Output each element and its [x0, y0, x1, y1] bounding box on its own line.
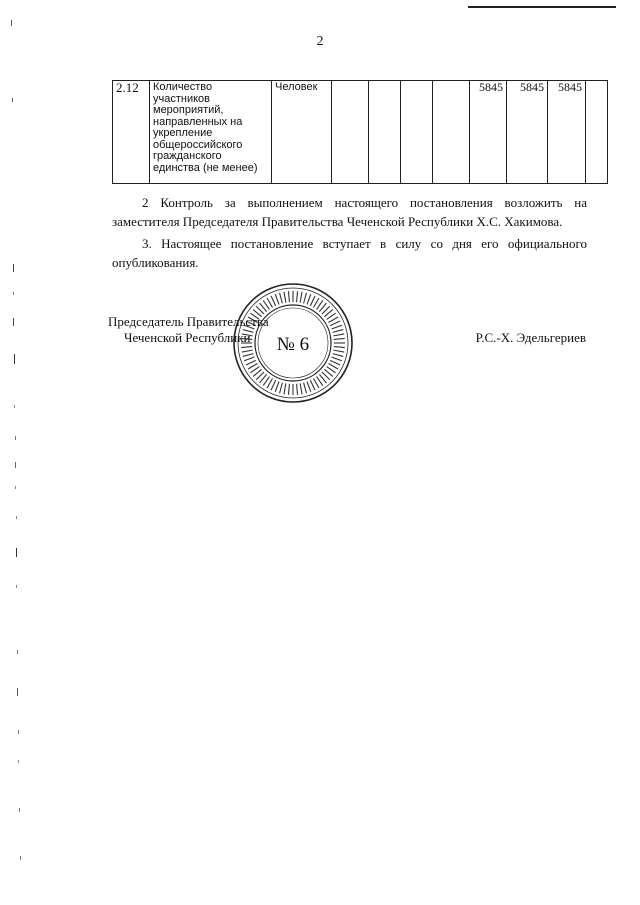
seal-tick	[300, 292, 302, 303]
row-number: 2.12	[113, 81, 150, 184]
seal-tick	[284, 383, 286, 394]
seal-tick	[288, 291, 289, 302]
seal-tick	[297, 291, 298, 302]
table-cell	[586, 81, 608, 184]
seal-number: № 6	[276, 334, 310, 355]
seal-tick	[307, 294, 311, 304]
seal-tick	[275, 294, 279, 304]
signature-name: Р.С.-Х. Эдельгериев	[475, 330, 586, 345]
seal-tick	[284, 292, 286, 303]
seal-tick	[246, 360, 256, 365]
seal-tick	[333, 334, 344, 336]
top-rule	[468, 6, 616, 8]
seal-tick	[297, 384, 298, 395]
table-cell: 5845	[548, 81, 586, 184]
table-row	[113, 81, 608, 184]
seal-tick	[271, 296, 276, 306]
table-cell: 5845	[507, 81, 548, 184]
table-cell	[332, 81, 369, 184]
paragraph-effective: 3. Настоящее постановление вступает в силу со дня его официального опубликования.	[112, 236, 587, 270]
row-description: Количество участников мероприятий, направленных на укрепление общероссийского гражданского единства (не менее)	[150, 81, 272, 184]
seal-tick	[280, 383, 283, 394]
seal-tick	[241, 347, 252, 348]
page-number: 2	[316, 34, 324, 49]
seal-tick	[244, 357, 254, 361]
seal-tick	[280, 293, 283, 304]
row-unit: Человек	[272, 81, 332, 184]
table-cell	[433, 81, 470, 184]
seal-tick	[332, 357, 342, 361]
indicator-table	[112, 80, 608, 184]
seal-tick	[329, 364, 339, 370]
seal-tick	[243, 354, 254, 357]
seal-tick	[334, 347, 345, 348]
seal-tick	[304, 293, 307, 304]
seal-tick	[330, 321, 340, 326]
table-cell: 5845	[470, 81, 507, 184]
seal-tick	[275, 382, 279, 392]
seal-tick	[267, 379, 273, 389]
seal-tick	[310, 296, 315, 306]
seal-tick	[288, 384, 289, 395]
seal-tick	[334, 338, 345, 339]
seal-tick	[314, 379, 320, 389]
scan-margin-marks	[0, 0, 30, 905]
seal-tick	[304, 383, 307, 394]
signature-title-line2: Чеченской Республики	[124, 330, 251, 345]
seal-tick	[307, 382, 311, 392]
seal-tick	[333, 354, 344, 357]
seal-tick	[333, 350, 344, 352]
table-cell	[401, 81, 433, 184]
seal-tick	[329, 317, 339, 323]
seal-tick	[314, 298, 320, 308]
seal-tick	[267, 298, 273, 308]
seal-tick	[242, 350, 253, 352]
seal-tick	[333, 330, 344, 333]
paragraph-control: 2 Контроль за выполнением настоящего постановления возложить на заместителя Председателя Правительства Чеченской Республики Х.С. Хакимова.	[112, 195, 587, 229]
table-cell	[369, 81, 401, 184]
signature-title-line1: Председатель Правительства	[108, 314, 269, 329]
seal-tick	[332, 325, 342, 329]
seal-tick	[248, 364, 258, 370]
seal-tick	[310, 380, 315, 390]
seal-tick	[271, 380, 276, 390]
seal-tick	[300, 383, 302, 394]
seal-tick	[330, 360, 340, 365]
